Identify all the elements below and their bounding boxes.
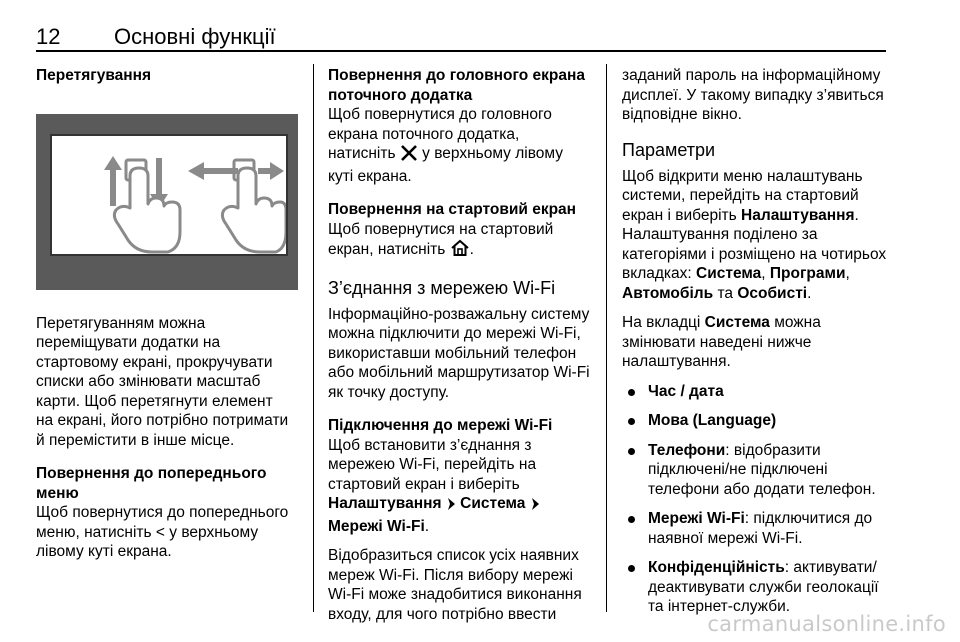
list-item: Мова (Language) [622, 411, 892, 431]
touchscreen-drawing [50, 134, 288, 256]
system-settings-list [622, 382, 892, 617]
drag-hands-icon [52, 136, 286, 254]
back-chevron-icon: < [155, 523, 165, 541]
connect-wifi-text: Щоб встановити з’єднання з мережею Wi-Fi, перейдіть на стартовий екран і виберіть Налаштування Система Мережі Wi-Fi. [328, 436, 590, 537]
back-to-home-text: Щоб повернутися на стартовий екран, натисніть . [328, 220, 590, 263]
menu-path-arrow-icon [446, 497, 456, 517]
wifi-connection-text: Інформаційно-розважальну систему можна підключити до мережі Wi-Fi, використавши мобільний телефон або мобільний маршрутизатор Wi-Fi як точку доступу. [328, 305, 590, 401]
list-item: Конфіденційність: активувати/деактивувати служби геолокації та інтернет-служби. [622, 558, 892, 617]
back-to-previous-text: Щоб повернутися до попереднього меню, натисніть < у верхньому лівому куті екрана. [36, 504, 289, 560]
close-x-icon [400, 145, 418, 167]
heading-connect-wifi: Підключення до мережі Wi-Fi [328, 417, 553, 434]
heading-back-to-previous-menu: Повернення до попереднього меню [36, 465, 267, 502]
heading-settings: Параметри [622, 139, 716, 160]
drag-gesture-illustration [36, 114, 298, 290]
list-item: Мережі Wi-Fi: підключитися до наявної мережі Wi-Fi. [622, 509, 892, 548]
column-divider-1 [313, 64, 314, 612]
column-2 [328, 66, 590, 624]
back-to-app-home-text: Щоб повернутися до головного екрана поточного додатка, натисніть у верхньому лівому куті екрана. [328, 106, 563, 185]
wifi-list-text: Відобразиться список усіх наявних мереж Wi-Fi. Після вибору мережі Wi-Fi може знадобитися виконання входу, для чого потрібно ввести [328, 547, 582, 623]
page-number: 12 [36, 24, 61, 49]
heading-back-to-app-home: Повернення до головного екрана поточного додатка [328, 67, 585, 104]
home-icon [450, 239, 470, 263]
menu-path-arrow-icon [530, 497, 540, 517]
section-title-drag: Перетягування [36, 67, 152, 84]
heading-back-to-home: Повернення на стартовий екран [328, 201, 577, 218]
system-tab-text: На вкладці Система можна змінювати наведені нижче налаштування. [622, 314, 821, 370]
header-rule [36, 50, 886, 52]
chapter-title: Основні функції [114, 24, 276, 49]
column-divider-2 [606, 64, 607, 612]
page-header [36, 20, 886, 54]
column-1 [36, 66, 294, 562]
heading-wifi-connection: З’єднання з мережею Wi-Fi [328, 277, 556, 298]
column-3 [622, 66, 892, 627]
watermark: carmanualsonline.info [707, 612, 946, 636]
list-item: Телефони: відобразити підключені/не підключені телефони або додати телефон. [622, 441, 892, 500]
settings-text: Щоб відкрити меню налаштувань системи, перейдіть на стартовий екран і виберіть Налаштування. Налаштування поділено за категоріями і розміщено на чотирьох вкладках: Система, Програми, Автомобіль та Особисті. [622, 167, 887, 302]
list-item: Час / дата [622, 382, 892, 402]
password-text: заданий пароль на інформаційному дисплеї. У такому випадку з’явиться відповідне вікно. [622, 67, 884, 123]
drag-description: Перетягуванням можна переміщувати додатки на стартовому екрані, прокручувати списки або змінювати масштаб карти. Щоб перетягнути елемент на екрані, його потрібно потримати й перемістити в інше місце. [36, 314, 289, 449]
